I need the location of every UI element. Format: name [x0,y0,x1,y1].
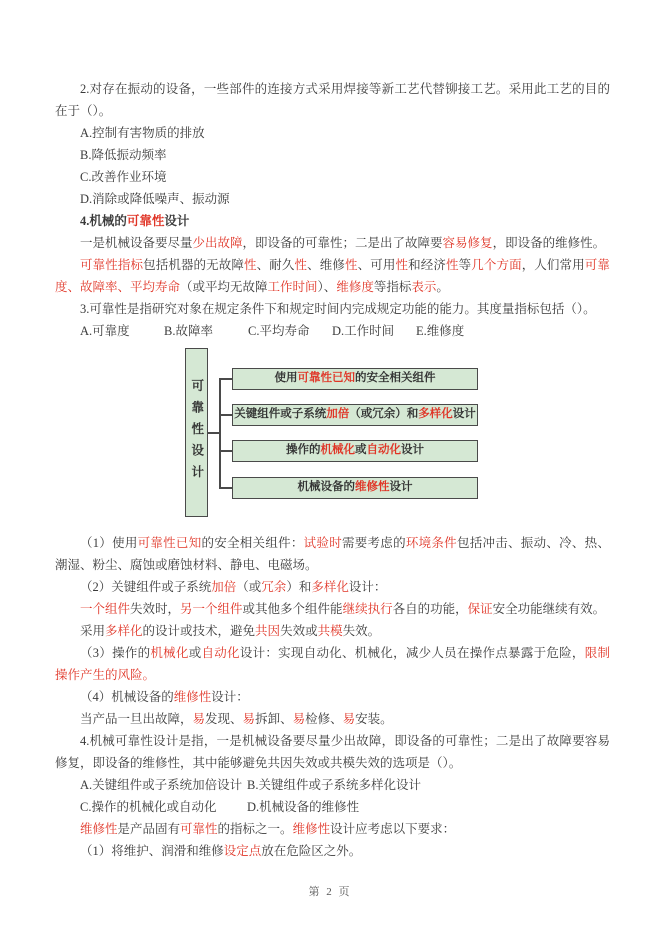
q3-option-b: B.故障率 [164,324,213,338]
q2-option-d: D.消除或降低噪声、振动源 [80,192,230,206]
point3: （3）操作的机械化或自动化设计：实现自动化、机械化，减少人员在操作点暴露于危险，限制操作产生的风险。 [55,646,610,682]
diagram-root-label: 可靠性设计 [189,378,204,487]
connector-line [220,378,232,380]
diagram-box-maintainability: 机械设备的 维修性 设计 [232,477,478,499]
q3-option-a: A.可靠度 [80,324,130,338]
requirement1: （1）将维护、润滑和维修设定点放在危险区之外。 [80,844,362,858]
point1: （1）使用可靠性已知的安全相关组件：试验时需要考虑的环境条件包括冲击、振动、冷、热、潮湿、粉尘、腐蚀或磨蚀材料、静电、电磁场。 [55,536,610,572]
reliability-indicators: 可靠性指标包括机器的无故障性、耐久性、维修性、可用性和经济性等几个方面，人们常用可靠度、故障率、平均寿命（或平均无故障工作时间）、维修度等指标表示。 [55,258,610,294]
point4-detail: 当产品一旦出故障，易发现、易拆卸、易检修、易安装。 [80,712,393,726]
q4-option-d: D.机械设备的维修性 [247,800,360,814]
maintainability-note: 维修性是产品固有可靠性的指标之一。维修性设计应考虑以下要求： [80,822,456,836]
q3-option-d: D.工作时间 [332,324,395,338]
point2-detail2: 采用多样化的设计或技术，避免共因失效或共模失效。 [80,624,381,638]
page-number: 第 2 页 [308,886,352,898]
q4-options-row-2 [55,796,610,818]
connector-line [220,487,232,489]
q4-stem: 4.机械可靠性设计是指，一是机械设备要尽量少出故障，即设备的可靠性；二是出了故障要容易修复，即设备的维修性，其中能够避免共因失效或共模失效的选项是（）。 [55,734,610,770]
q4-option-c: C.操作的机械化或自动化 [80,800,217,814]
q4-option-a: A.关键组件或子系统加倍设计 [80,778,243,792]
q2-option-c: C.改善作业环境 [80,170,167,184]
q4-option-b: B.关键组件或子系统多样化设计 [247,778,421,792]
point2-detail1: 一个组件失效时，另一个组件或其他多个组件能继续执行各自的功能，保证安全功能继续有效。 [80,602,606,616]
diagram-box-redundancy-diversity: 关键组件或子系统 加倍 （或冗余）和 多样化 设计 [232,404,478,426]
point2: （2）关键组件或子系统加倍（或冗余）和多样化设计： [80,580,387,594]
q2-option-b: B.降低振动频率 [80,148,167,162]
section4-heading: 4.机械的可靠性设计 [80,214,190,228]
connector-line [220,450,232,452]
reliability-summary: 一是机械设备要尽量少出故障，即设备的可靠性；二是出了故障要容易修复，即设备的维修性。 [80,236,606,250]
reliability-design-diagram [55,348,610,520]
q4-options-row-1 [55,774,610,796]
point4: （4）机械设备的维修性设计： [80,690,249,704]
connector-line [220,414,232,416]
connector-line [219,378,221,489]
q3-option-e: E.维修度 [416,324,465,338]
diagram-box-mechanization-automation: 操作的 机械化 或 自动化 设计 [232,440,478,462]
q2-option-a: A.控制有害物质的排放 [80,126,205,140]
diagram-box-known-reliability: 使用 可靠性已知 的安全相关组件 [232,368,478,390]
q3-stem: 3.可靠性是指研究对象在规定条件下和规定时间内完成规定功能的能力。其度量指标包括（）。 [80,302,596,316]
q3-options-row [55,320,610,342]
q2-stem: 2.对存在振动的设备，一些部件的连接方式采用焊接等新工艺代替铆接工艺。采用此工艺的目的在于（）。 [55,82,610,118]
q3-option-c: C.平均寿命 [248,324,310,338]
diagram-root-box [185,348,208,517]
